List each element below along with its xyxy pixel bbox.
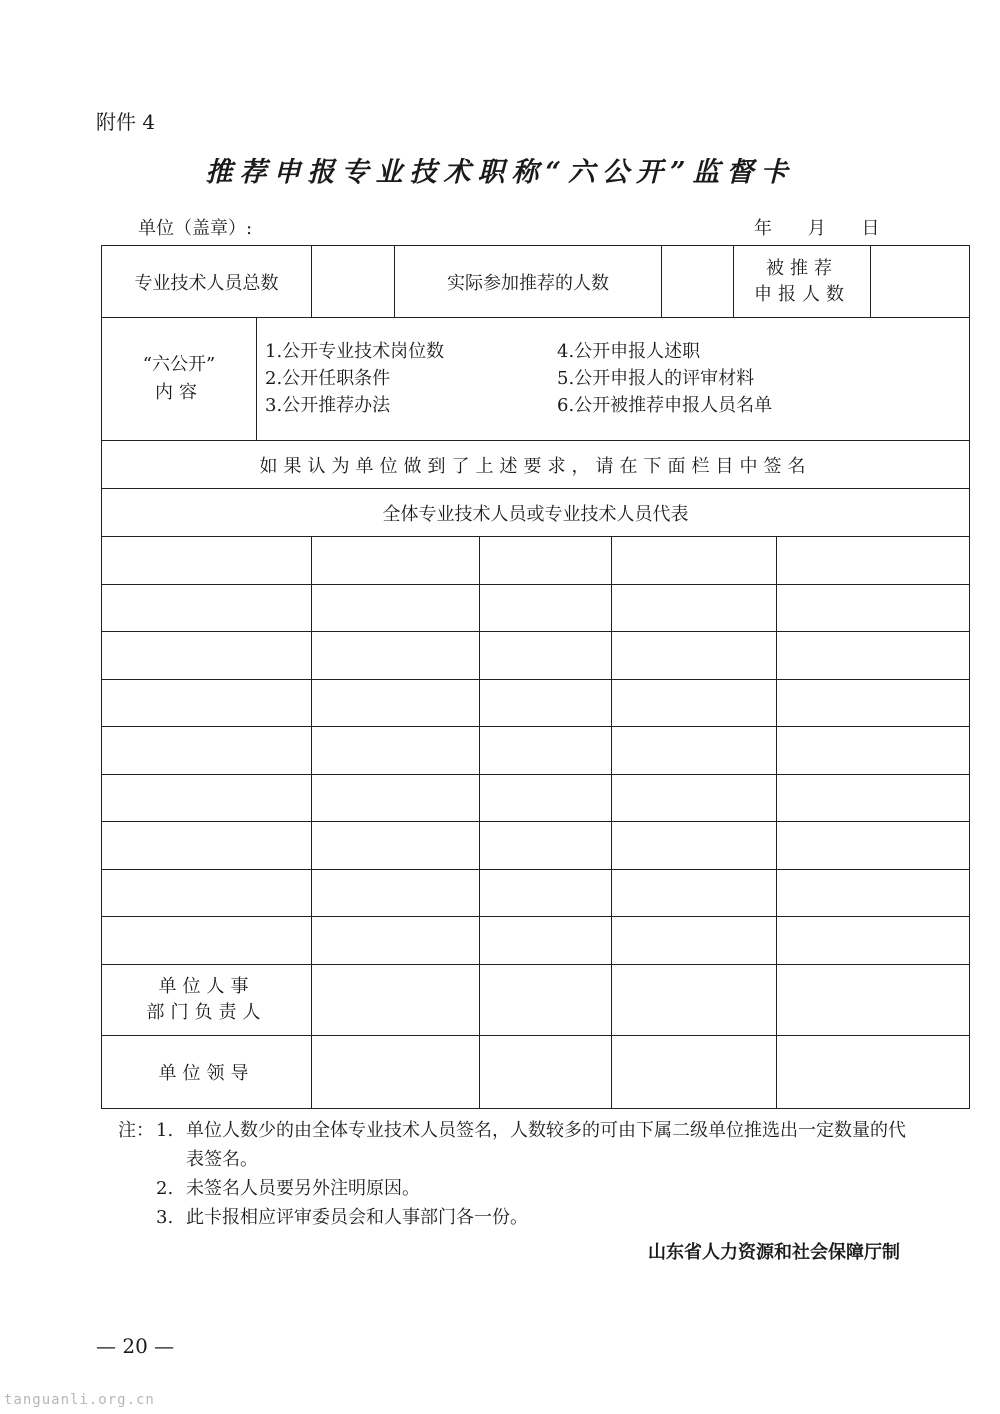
note-item [118,1203,908,1232]
hr-head-signature-cell[interactable] [312,964,480,1035]
signature-cell[interactable] [102,584,312,632]
signature-cell[interactable] [312,774,480,822]
signature-cell[interactable] [612,917,777,965]
signature-cell[interactable] [776,917,970,965]
signature-cell[interactable] [480,774,612,822]
unit-seal-label: 单位（盖章）: [138,218,253,239]
signature-cell[interactable] [776,869,970,917]
note-number: 2. [156,1178,174,1199]
six-public-item: 6.公开被推荐申报人员名单 [557,395,773,416]
issuer-line: 山东省人力资源和社会保障厅制 [648,1242,900,1262]
signature-cell[interactable] [480,822,612,870]
signature-row [102,822,970,870]
attachment-label: 附件 4 [96,110,156,134]
six-public-label-line1: “六公开” [142,354,216,375]
note-number: 3. [156,1207,174,1228]
signature-cell[interactable] [612,822,777,870]
signature-cell[interactable] [612,679,777,727]
date-year: 年 [754,218,772,239]
signature-cell[interactable] [612,632,777,680]
signature-cell[interactable] [480,917,612,965]
unit-leader-signature-cell[interactable] [612,1035,777,1108]
signature-cell[interactable] [776,774,970,822]
signature-rows [102,537,970,965]
six-public-item: 4.公开申报人述职 [557,341,701,362]
signature-cell[interactable] [612,727,777,775]
sign-instruction: 如果认为单位做到了上述要求，请在下面栏目中签名 [102,441,970,489]
signature-cell[interactable] [312,727,480,775]
note-text: 未签名人员要另外注明原因。 [186,1178,420,1199]
signature-cell[interactable] [102,822,312,870]
signature-cell[interactable] [612,869,777,917]
note-text: 此卡报相应评审委员会和人事部门各一份。 [186,1207,528,1228]
signature-cell[interactable] [312,917,480,965]
signature-cell[interactable] [102,679,312,727]
hr-head-label-line2: 部门负责人 [146,1001,267,1023]
six-public-item: 3.公开推荐办法 [265,395,391,416]
signature-cell[interactable] [480,584,612,632]
nominee-count-value[interactable] [871,246,970,318]
date-day: 日 [861,218,880,239]
signature-cell[interactable] [612,774,777,822]
signature-cell[interactable] [776,537,970,585]
signature-row [102,727,970,775]
signature-cell[interactable] [102,632,312,680]
signature-cell[interactable] [312,869,480,917]
unit-leader-signature-cell[interactable] [776,1035,970,1108]
notes-prefix: 注： [118,1120,154,1141]
note-number: 1. [156,1120,174,1141]
unit-leader-signature-cell[interactable] [480,1035,612,1108]
page-number: — 20 — [96,1334,175,1358]
six-public-label-line2: 内容 [155,382,203,403]
signature-cell[interactable] [102,869,312,917]
actual-participants-value[interactable] [662,246,734,318]
six-public-item: 5.公开申报人的评审材料 [557,368,755,389]
hr-head-signature-cell[interactable] [612,964,777,1035]
signature-row [102,537,970,585]
signature-row [102,917,970,965]
signature-cell[interactable] [480,537,612,585]
signature-row [102,632,970,680]
note-text: 单位人数少的由全体专业技术人员签名，人数较多的可由下属二级单位推选出一定数量的代表签名。 [186,1120,906,1170]
signature-row [102,774,970,822]
hr-head-label-line1: 单位人事 [158,975,255,997]
document-title: 推荐申报专业技术职称“六公开”监督卡 [205,157,795,188]
hr-head-signature-cell[interactable] [480,964,612,1035]
signature-cell[interactable] [776,822,970,870]
signature-row [102,869,970,917]
signature-cell[interactable] [480,679,612,727]
signature-cell[interactable] [776,632,970,680]
signature-cell[interactable] [312,537,480,585]
note-item [118,1174,908,1203]
signature-cell[interactable] [612,537,777,585]
signature-cell[interactable] [312,679,480,727]
nominee-count-label-line1: 被推荐 [766,257,839,279]
unit-leader-label: 单位领导 [102,1035,312,1108]
signature-row [102,679,970,727]
signature-cell[interactable] [480,727,612,775]
signature-section-header: 全体专业技术人员或专业技术人员代表 [102,489,970,537]
watermark: tanguanli.org.cn [4,1392,155,1408]
date-month: 月 [807,218,826,239]
six-public-item: 1.公开专业技术岗位数 [265,341,445,362]
hr-head-signature-cell[interactable] [776,964,970,1035]
total-staff-label: 专业技术人员总数 [102,246,312,318]
unit-leader-signature-cell[interactable] [312,1035,480,1108]
nominee-count-label-line2: 申报人数 [754,283,851,305]
signature-cell[interactable] [102,917,312,965]
signature-cell[interactable] [312,632,480,680]
nominee-count-label [734,246,871,318]
signature-cell[interactable] [480,869,612,917]
signature-cell[interactable] [102,727,312,775]
signature-cell[interactable] [776,584,970,632]
six-public-item: 2.公开任职条件 [265,368,391,389]
signature-cell[interactable] [102,774,312,822]
notes-section [118,1116,908,1232]
signature-cell[interactable] [776,679,970,727]
six-public-label [102,318,257,441]
actual-participants-label: 实际参加推荐的人数 [395,246,662,318]
signature-cell[interactable] [480,632,612,680]
total-staff-value[interactable] [312,246,395,318]
note-item [118,1116,908,1174]
signature-row [102,584,970,632]
date-line [754,214,879,240]
supervision-card-table [101,245,970,1109]
signature-cell[interactable] [612,584,777,632]
signature-cell[interactable] [312,822,480,870]
six-public-items [257,318,970,441]
hr-head-label [102,964,312,1035]
signature-cell[interactable] [776,727,970,775]
signature-cell[interactable] [102,537,312,585]
signature-cell[interactable] [312,584,480,632]
